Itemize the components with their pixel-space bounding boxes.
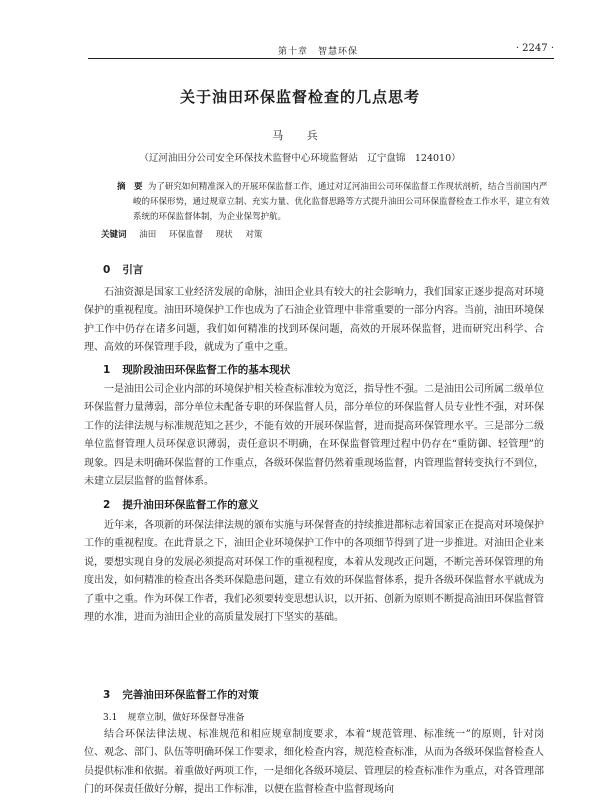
running-header-chapter: 第十章 智慧环保 [278, 47, 359, 57]
subsection-heading [103, 710, 244, 723]
section-number: 3 [103, 689, 111, 701]
section-title: 现阶段油田环保监督工作的基本现状 [122, 364, 291, 376]
running-header [88, 42, 554, 59]
section-title: 完善油田环保监督工作的对策 [122, 689, 259, 701]
section-number: 0 [103, 264, 111, 276]
section-number: 1 [103, 364, 111, 376]
body-paragraph: 石油资源是国家工业经济发展的命脉，油田企业具有较大的社会影响力，我们国家正逐步提高对环境保护的重视程度。油田环境保护工作也成为了石油企业管理中非常重要的一部分内容。当前，油田环境保护工作中仍存在诸多问题，我们如何精准的找到环保问题，高效的开展环保监督，进而研究出科学、合理、高效的环保管理手段，就成为了重中之重。 [84, 287, 544, 354]
keywords-label: 关键词 [101, 230, 127, 240]
keyword: 环保监督 [168, 230, 203, 240]
section-title: 提升油田环保监督工作的意义 [122, 499, 259, 511]
keyword: 对策 [245, 230, 263, 240]
section-number: 2 [103, 499, 111, 511]
section-heading-countermeasures [103, 687, 259, 702]
body-paragraph: 结合环保法律法规、标准规范和相应规章制度要求，本着“规范管理、标准统一”的原则，针对岗位、观念、部门、队伍等明确环保工作要求，细化检查内容，规范检查标准，从而为各级环保监督检查人员提供标准和依据。着重做好两项工作，一是细化各级环境层、管理层的检查标准作为重点，对各管理部门的环保责任做好分解，提出工作标准，以便在监督检查中监督现场向 [84, 729, 544, 796]
author-affiliation: （辽河油田分公司安全环保技术监督中心环境监督站 辽宁盘锦 124010） [139, 153, 461, 164]
subsection-number: 3.1 [103, 713, 118, 723]
body-paragraph: 一是油田公司企业内部的环境保护相关检查标准较为宽泛，指导性不强。二是油田公司所属二级单位环保监督力量薄弱，部分单位未配备专职的环保监督人员，部分单位的环保监督人员专业性不强，对环保工作的法律法规与标准规范知之甚少，不能有效的开展环保监督，进而提高环保管理水平。三是部分二级单位监督管理人员环保意识薄弱，责任意识不明确，在环保监督管理过程中仍存在“重防御、轻管理”的现象。四是未明确环保监督的工作重点，各级环保监督仍然着重现场监督，内管理监督转变执行不到位，未建立层层监督的监督体系。 [84, 384, 544, 488]
page-number: · 2247 · [515, 43, 554, 54]
section-heading-current-status [103, 362, 290, 377]
section-heading-significance [103, 497, 259, 512]
abstract-text: 为了研究如何精准深入的开展环保监督工作，通过对辽河油田公司环保监督工作现状剖析，结合当前国内严峻的环保形势，通过规章立制、充实力量、优化监督思路等方式提升油田公司环保监督检查工作水平，建立有效系统的环保监督体制，为企业保驾护航。 [133, 182, 550, 222]
abstract [117, 180, 553, 225]
keywords [101, 228, 531, 240]
subsection-title: 规章立制，做好环保督导准备 [127, 713, 245, 723]
body-paragraph: 近年来，各项新的环保法律法规的颁布实施与环保督查的持续推进都标志着国家正在提高对环境保护工作的重视程度。在此背景之下，油田企业环境保护工作中的各项细节得到了进一步推进。对油田企业来说，要想实现自身的发展必须提高对环保工作的重视程度，本着从发现改正问题，不断完善环保管理的角度出发，如何精准的检查出各类环保隐患问题，建立有效的环保监督体系，提升各级环保监督水平就成为了重中之重。作为环保工作者，我们必须要转变思想认识，以开拓、创新为原则不断提高油田环保监督管理的水准，进而为油田企业的高质量发展打下坚实的基础。 [84, 520, 544, 624]
section-heading-introduction [103, 262, 143, 277]
keyword: 油田 [139, 230, 157, 240]
author-name: 马 兵 [272, 129, 328, 142]
section-title: 引言 [122, 264, 144, 276]
article-title: 关于油田环保监督检查的几点思考 [179, 88, 420, 106]
keyword: 现状 [215, 230, 233, 240]
abstract-label: 摘 要 [117, 182, 143, 192]
